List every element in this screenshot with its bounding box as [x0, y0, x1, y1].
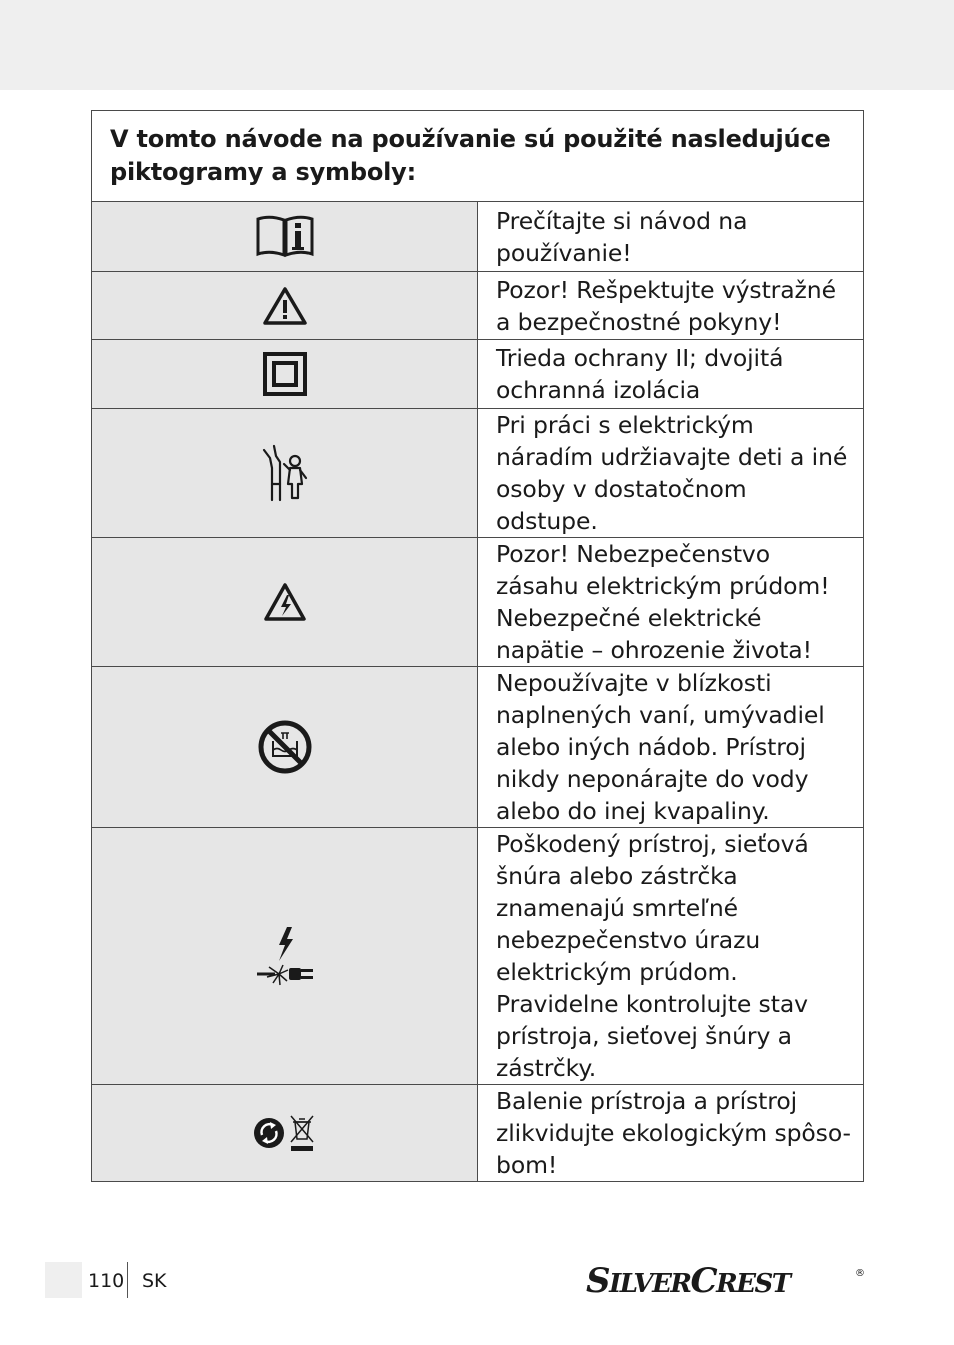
row-text: Nepoužívajte v blízkosti naplnených vaní, umývadiel alebo iných nádob. Prístroj nikdy neponárajte do vody alebo do inej kvapaliny.: [478, 667, 864, 828]
row-text: Balenie prístroja a prístroj zlikvidujte ekologickým spôso-bom!: [478, 1085, 864, 1182]
keep-children-away-icon: [260, 444, 310, 502]
row-text: Prečítajte si návod na používanie!: [478, 202, 864, 272]
table-row: [92, 667, 864, 828]
table-header-row: [92, 111, 864, 202]
manual-info-icon: [255, 214, 315, 260]
table-heading: V tomto návode na používanie sú použité nasledujúce piktogramy a symboly:: [92, 111, 864, 202]
row-text: Pozor! Rešpektujte výstražné a bezpečnostné pokyny!: [478, 272, 864, 340]
brand-initial-s: S: [586, 1261, 610, 1301]
footer-divider: [127, 1262, 128, 1298]
registered-mark: ®: [855, 1268, 865, 1279]
protection-class-ii-icon: [263, 352, 307, 396]
row-text: Poškodený prístroj, sieťová šnúra alebo zástrčka znamenajú smrteľné nebezpečenstvo úrazu elektrickým prúdom. Pravidelne kontrolujte stav prístroja, sieťovej šnúry a zástrčky.: [478, 828, 864, 1085]
row-text: Pozor! Nebezpečenstvo zásahu elektrickým prúdom! Nebezpečné elektrické napätie – ohrozenie života!: [478, 538, 864, 667]
top-band: [0, 0, 954, 90]
page-marker: [45, 1262, 82, 1298]
table-row: [92, 409, 864, 538]
row-text: Pri práci s elektrickým náradím udržiavajte deti a iné osoby v dostatočnom odstupe.: [478, 409, 864, 538]
language-code: SK: [142, 1270, 167, 1292]
no-water-icon: [257, 719, 313, 775]
damaged-cable-icon: [255, 925, 315, 987]
brand-rest: REST: [716, 1269, 790, 1299]
table-row: [92, 1085, 864, 1182]
row-text: Trieda ochrany II; dvojitá ochranná izolácia: [478, 340, 864, 409]
brand-ilver: ILVER: [609, 1269, 691, 1299]
recycling-disposal-icon: [253, 1113, 317, 1153]
table-row: [92, 272, 864, 340]
table-row: [92, 828, 864, 1085]
warning-triangle-icon: [262, 286, 308, 326]
brand-initial-c: C: [690, 1261, 717, 1301]
table-row: [92, 202, 864, 272]
symbols-table: [91, 110, 864, 1182]
brand-logo: [586, 1257, 790, 1308]
page-number: 110: [88, 1270, 125, 1292]
electric-shock-warning-icon: [263, 582, 307, 622]
table-row: [92, 340, 864, 409]
table-row: [92, 538, 864, 667]
